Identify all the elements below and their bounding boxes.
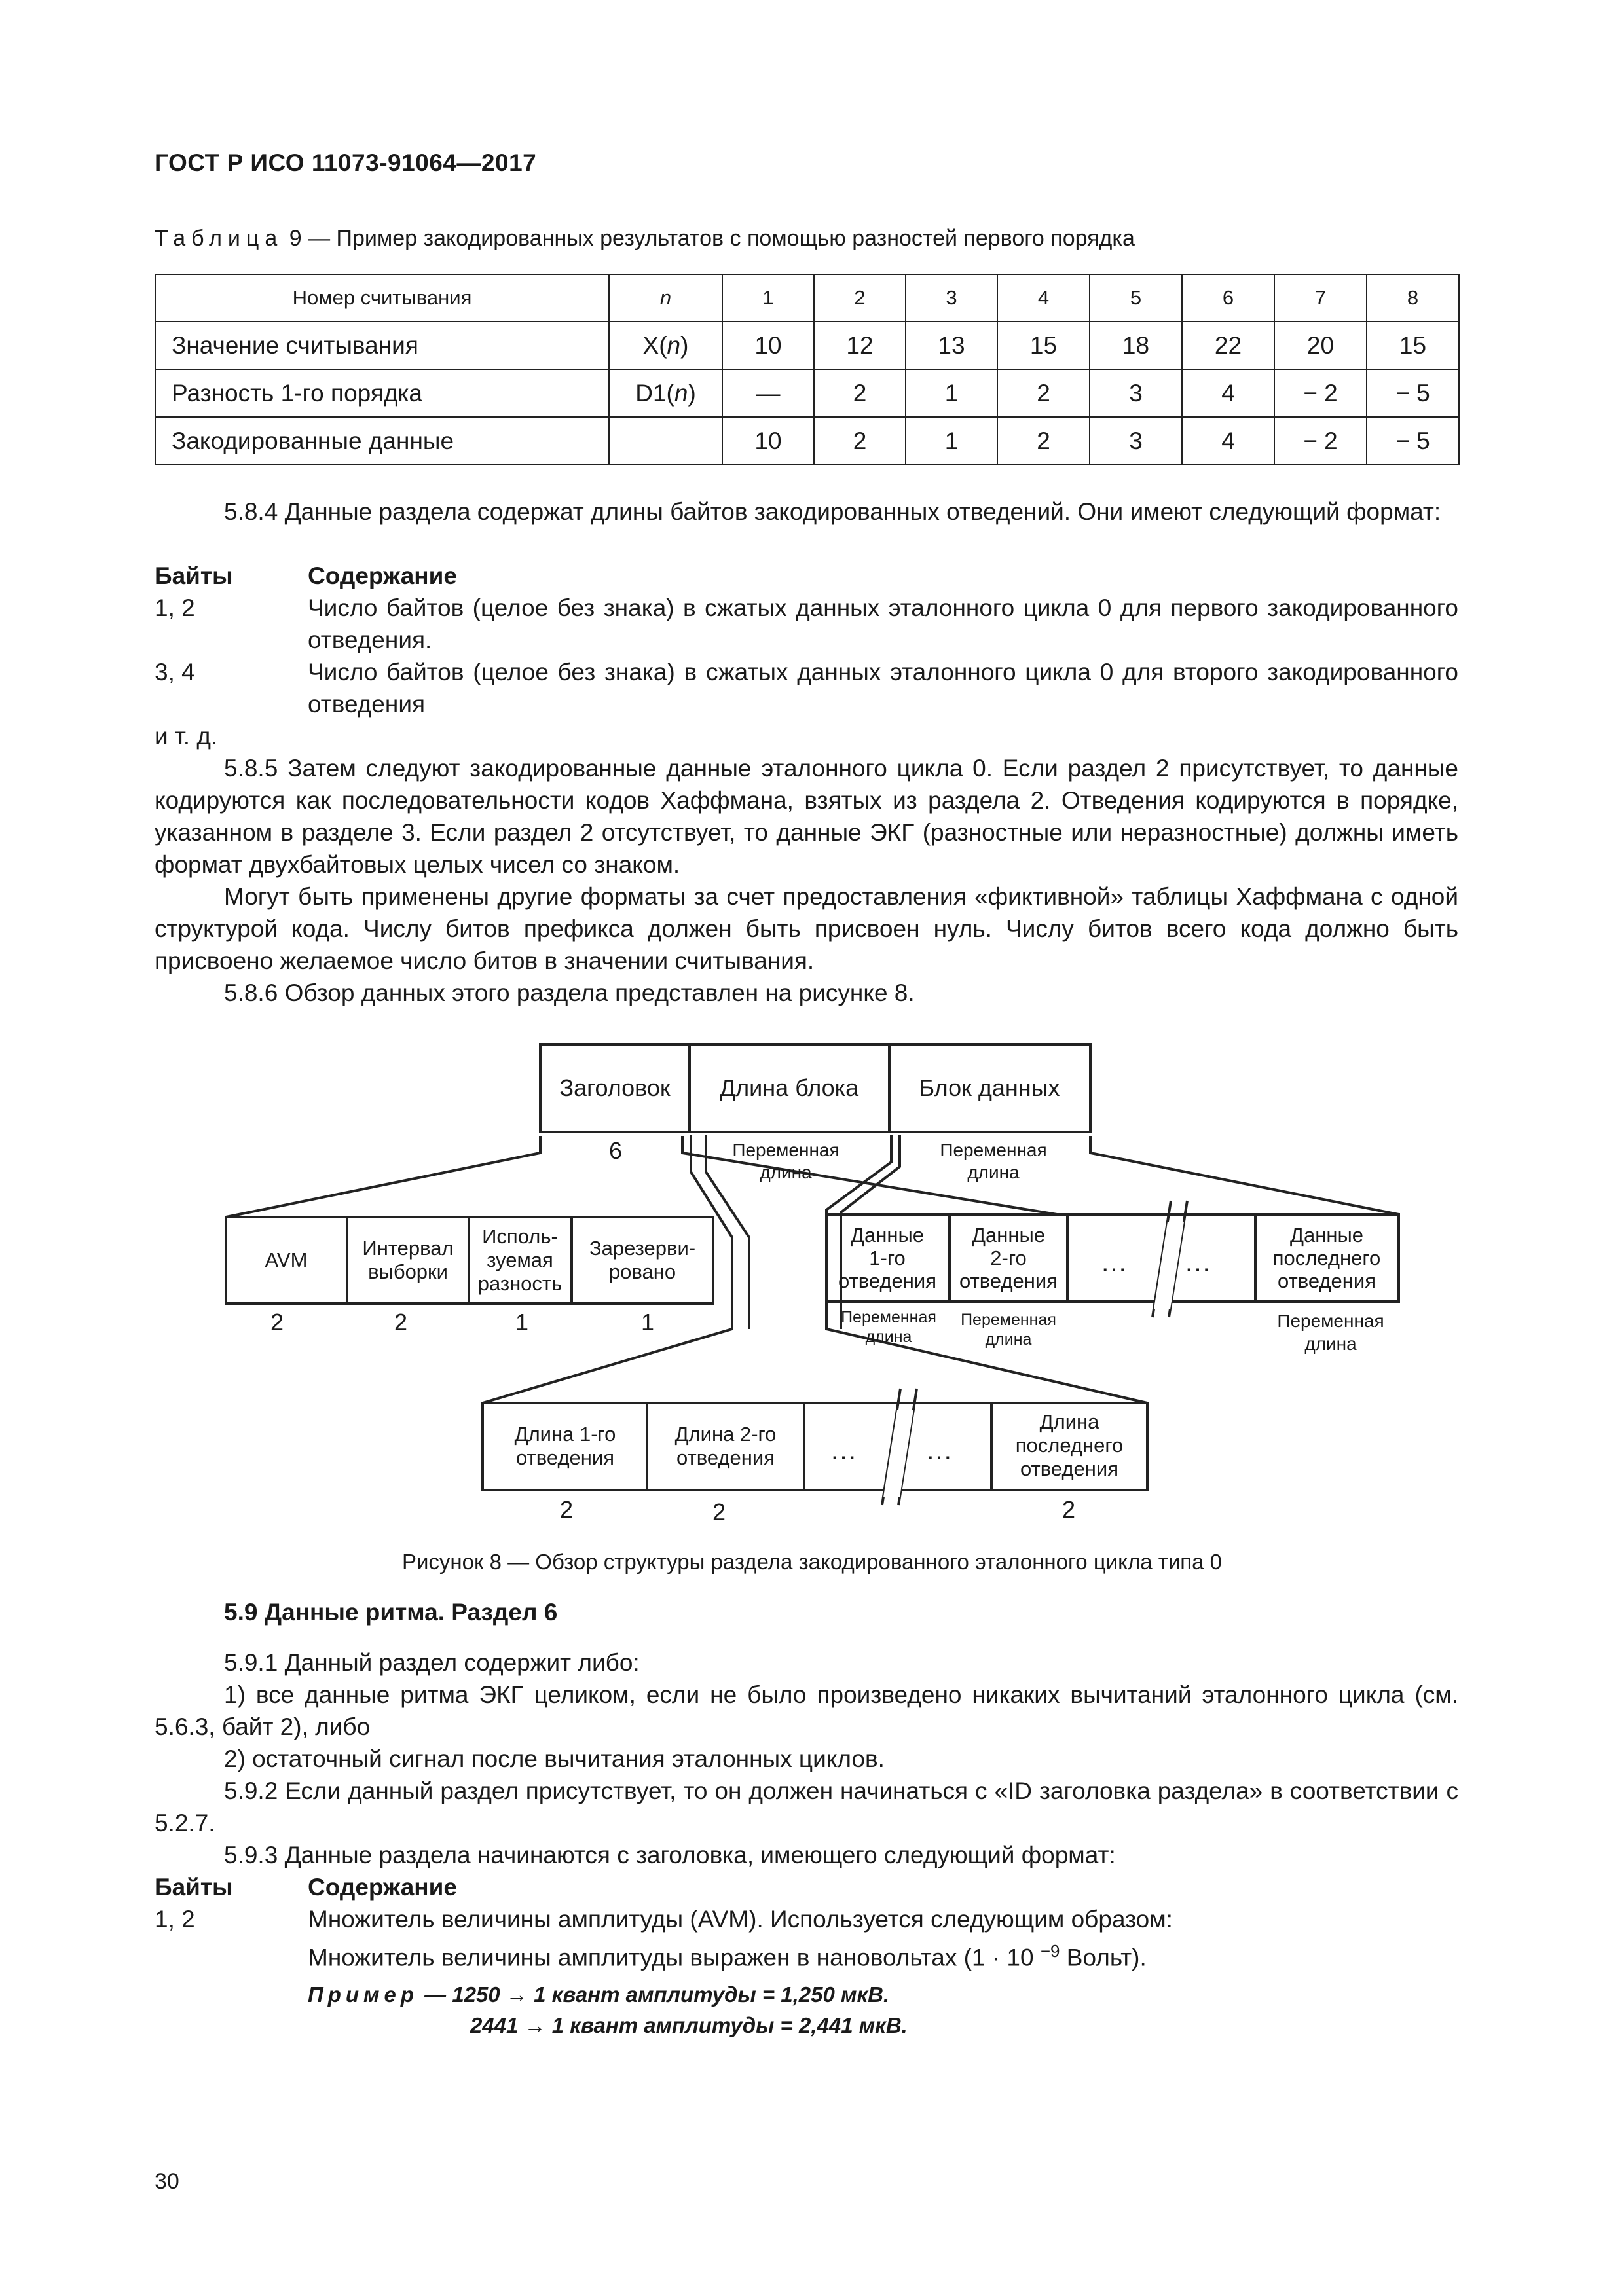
difference-label-2: зуемая xyxy=(487,1248,553,1271)
bottom-size: 2 xyxy=(1061,1496,1076,1523)
last-lead-length-label-3: отведения xyxy=(1020,1457,1118,1480)
top-block-length-label: Длина блока xyxy=(719,1074,859,1101)
lead2-length-label-1: Длина 2-го xyxy=(674,1423,777,1446)
example-line-1: Пример — 1250 → 1 квант амплитуды = 1,250 мкВ. xyxy=(308,1982,890,2007)
last-lead-length-label-2: последнего xyxy=(1015,1434,1124,1457)
paragraph-5-8-6: 5.8.6 Обзор данных этого раздела представлен на рисунке 8. xyxy=(224,979,915,1006)
row-symbol: X(n) xyxy=(609,321,722,369)
document-header: ГОСТ Р ИСО 11073-91064—2017 xyxy=(155,149,537,176)
table-cell: 13 xyxy=(906,321,997,369)
lead1-length-label-2: отведения xyxy=(516,1446,614,1469)
lead2-data-label-3: отведения xyxy=(959,1269,1058,1292)
content-heading: Содержание xyxy=(308,1874,457,1901)
lead2-length-label-2: отведения xyxy=(676,1446,775,1469)
lead1-data-label-2: 1-го xyxy=(869,1247,906,1269)
table-cell: 15 xyxy=(997,321,1090,369)
paragraph-5-9-2: 5.9.2 Если данный раздел присутствует, то он должен начинаться с «ID заголовка раздела» в соответствии с 5.2.7. xyxy=(155,1777,1458,1836)
left-size: 2 xyxy=(270,1309,284,1336)
lead2-var-length-2: длина xyxy=(985,1330,1032,1349)
row-label: Разность 1-го порядка xyxy=(155,369,609,417)
lead1-data-label-3: отведения xyxy=(838,1269,936,1292)
header-col: 7 xyxy=(1274,274,1367,321)
avm-description: Множитель величины амплитуды (AVM). Используется следующим образом: xyxy=(308,1906,1173,1933)
bytes-heading: Байты xyxy=(155,562,233,589)
table-cell: 2 xyxy=(997,369,1090,417)
paragraph-5-9-3: 5.9.3 Данные раздела начинаются с заголовка, имеющего следующий формат: xyxy=(224,1842,1116,1868)
lead1-length-label-1: Длина 1-го xyxy=(514,1423,616,1446)
bytes-1-2-description: Число байтов (целое без знака) в сжатых данных эталонного цикла 0 для первого закодированного отведения. xyxy=(308,594,1458,653)
table-cell: 15 xyxy=(1367,321,1459,369)
etc-text: и т. д. xyxy=(155,723,218,750)
bytes-1-2: 1, 2 xyxy=(155,594,195,621)
top-data-block-label: Блок данных xyxy=(919,1074,1060,1101)
data-block-var-1: Переменная xyxy=(940,1140,1047,1160)
table-cell: − 2 xyxy=(1274,369,1367,417)
lead1-data-label-1: Данные xyxy=(851,1224,924,1247)
last-lead-data-label-1: Данные xyxy=(1290,1224,1363,1247)
table-cell: 18 xyxy=(1090,321,1182,369)
list-item-1: 1) все данные ритма ЭКГ целиком, если не было произведено никаких вычитаний эталонного цикла (см. 5.6.3, байт 2), либо xyxy=(155,1681,1458,1740)
left-size: 1 xyxy=(515,1309,529,1336)
header-col: 8 xyxy=(1367,274,1459,321)
exponent: −9 xyxy=(1040,1941,1060,1961)
table-cell: 20 xyxy=(1274,321,1367,369)
paragraph-5-8-5: 5.8.5 Затем следуют закодированные данные эталонного цикла 0. Если раздел 2 присутствует, то данные кодируются как последовательности кодов Хаффмана, взятых из раздела 2. Отведения кодируются в порядке, указанном в разделе 3. Если раздел 2 отсутствует, то данные ЭКГ (разностные или неразностные) должны иметь формат двухбайтовых целых чисел со знаком. xyxy=(155,755,1458,878)
bottom-size: 2 xyxy=(559,1496,574,1523)
table-cell: 2 xyxy=(814,369,906,417)
table-cell: − 5 xyxy=(1367,369,1459,417)
row-label: Закодированные данные xyxy=(155,417,609,465)
header-col: 4 xyxy=(997,274,1090,321)
table-cell: 2 xyxy=(997,417,1090,465)
header-label: Номер считывания xyxy=(155,274,609,321)
avm-label: AVM xyxy=(265,1248,308,1271)
table-cell: 22 xyxy=(1182,321,1274,369)
ellipsis-icon: … xyxy=(925,1434,953,1465)
bytes-heading: Байты xyxy=(155,1874,233,1901)
content-heading: Содержание xyxy=(308,562,457,589)
difference-label-3: разность xyxy=(477,1272,563,1295)
table-cell: − 2 xyxy=(1274,417,1367,465)
table-cell: 10 xyxy=(722,417,814,465)
row-label: Значение считывания xyxy=(155,321,609,369)
section-5-9-heading: 5.9 Данные ритма. Раздел 6 xyxy=(224,1599,558,1626)
interval-label-1: Интервал xyxy=(362,1237,454,1260)
table-cell: 3 xyxy=(1090,417,1182,465)
table-cell: 12 xyxy=(814,321,906,369)
header-col: 6 xyxy=(1182,274,1274,321)
table-cell: — xyxy=(722,369,814,417)
data-block-var-2: длина xyxy=(967,1162,1020,1182)
example-label: Пример xyxy=(308,1982,418,2007)
last-lead-data-label-2: последнего xyxy=(1272,1247,1381,1269)
paragraph-other-formats: Могут быть применены другие форматы за счет предоставления «фиктивной» таблицы Хаффмана с одной структурой кода. Числу битов префикса должен быть присвоен нуль. Числу битов всего кода должно быть присвоено желаемое число битов в значении считывания. xyxy=(155,883,1458,974)
reserved-label-2: ровано xyxy=(608,1260,676,1283)
figure-caption: Рисунок 8 — Обзор структуры раздела закодированного эталонного цикла типа 0 xyxy=(401,1550,1223,1574)
table-caption-prefix: Таблица xyxy=(155,226,284,251)
lead2-data-label-2: 2-го xyxy=(990,1247,1027,1269)
last-lead-var-length-2: длина xyxy=(1304,1334,1357,1354)
bytes-1-2: 1, 2 xyxy=(155,1906,195,1933)
last-lead-data-label-3: отведения xyxy=(1278,1269,1376,1292)
last-lead-length-label-1: Длина xyxy=(1039,1410,1099,1433)
lead1-var-length-1: Переменная xyxy=(841,1308,936,1326)
header-col: 2 xyxy=(814,274,906,321)
table-cell: 3 xyxy=(1090,369,1182,417)
lead1-var-length-2: длина xyxy=(865,1328,912,1346)
row-symbol: D1(n) xyxy=(609,369,722,417)
example-line-2: 2441 → 1 квант амплитуды = 2,441 мкВ. xyxy=(470,2013,908,2037)
paragraph-5-9-1: 5.9.1 Данный раздел содержит либо: xyxy=(224,1649,640,1676)
paragraph-5-8-4: 5.8.4 Данные раздела содержат длины байтов закодированных отведений. Они имеют следующий формат: xyxy=(224,498,1441,525)
header-size: 6 xyxy=(608,1137,623,1164)
lead2-var-length-1: Переменная xyxy=(961,1311,1056,1329)
bytes-3-4: 3, 4 xyxy=(155,659,195,685)
header-col: 1 xyxy=(722,274,814,321)
table-cell: 2 xyxy=(814,417,906,465)
ellipsis-icon: … xyxy=(830,1434,857,1465)
difference-label-1: Исполь- xyxy=(482,1225,558,1248)
table-cell: 4 xyxy=(1182,369,1274,417)
table-cell: − 5 xyxy=(1367,417,1459,465)
block-length-var-2: длина xyxy=(760,1162,812,1182)
block-length-var-1: Переменная xyxy=(732,1140,840,1160)
table-cell: 10 xyxy=(722,321,814,369)
ellipsis-icon: … xyxy=(1184,1247,1211,1277)
last-lead-var-length-1: Переменная xyxy=(1277,1311,1384,1331)
left-size: 1 xyxy=(640,1309,655,1336)
list-item-2: 2) остаточный сигнал после вычитания эталонных циклов. xyxy=(224,1745,885,1772)
interval-label-2: выборки xyxy=(368,1260,448,1283)
avm-unit-description: Множитель величины амплитуды выражен в нановольтах (1 · 10 $^{-9}$ Вольт). xyxy=(308,1941,1147,1971)
reserved-label-1: Зарезерви- xyxy=(589,1237,696,1260)
bytes-3-4-description: Число байтов (целое без знака) в сжатых данных эталонного цикла 0 для второго закодированного отведения xyxy=(308,659,1458,718)
left-size: 2 xyxy=(394,1309,408,1336)
table-caption-text: 9 — Пример закодированных результатов с помощью разностей первого порядка xyxy=(283,226,1135,251)
ellipsis-icon: … xyxy=(1100,1247,1128,1277)
page-number: 30 xyxy=(155,2169,179,2194)
header-symbol: n xyxy=(609,274,722,321)
bottom-size: 2 xyxy=(712,1499,726,1525)
table-cell: 1 xyxy=(906,369,997,417)
top-header-label: Заголовок xyxy=(559,1074,671,1101)
table-cell: 4 xyxy=(1182,417,1274,465)
header-col: 3 xyxy=(906,274,997,321)
table-cell: 1 xyxy=(906,417,997,465)
header-col: 5 xyxy=(1090,274,1182,321)
lead2-data-label-1: Данные xyxy=(972,1224,1045,1247)
